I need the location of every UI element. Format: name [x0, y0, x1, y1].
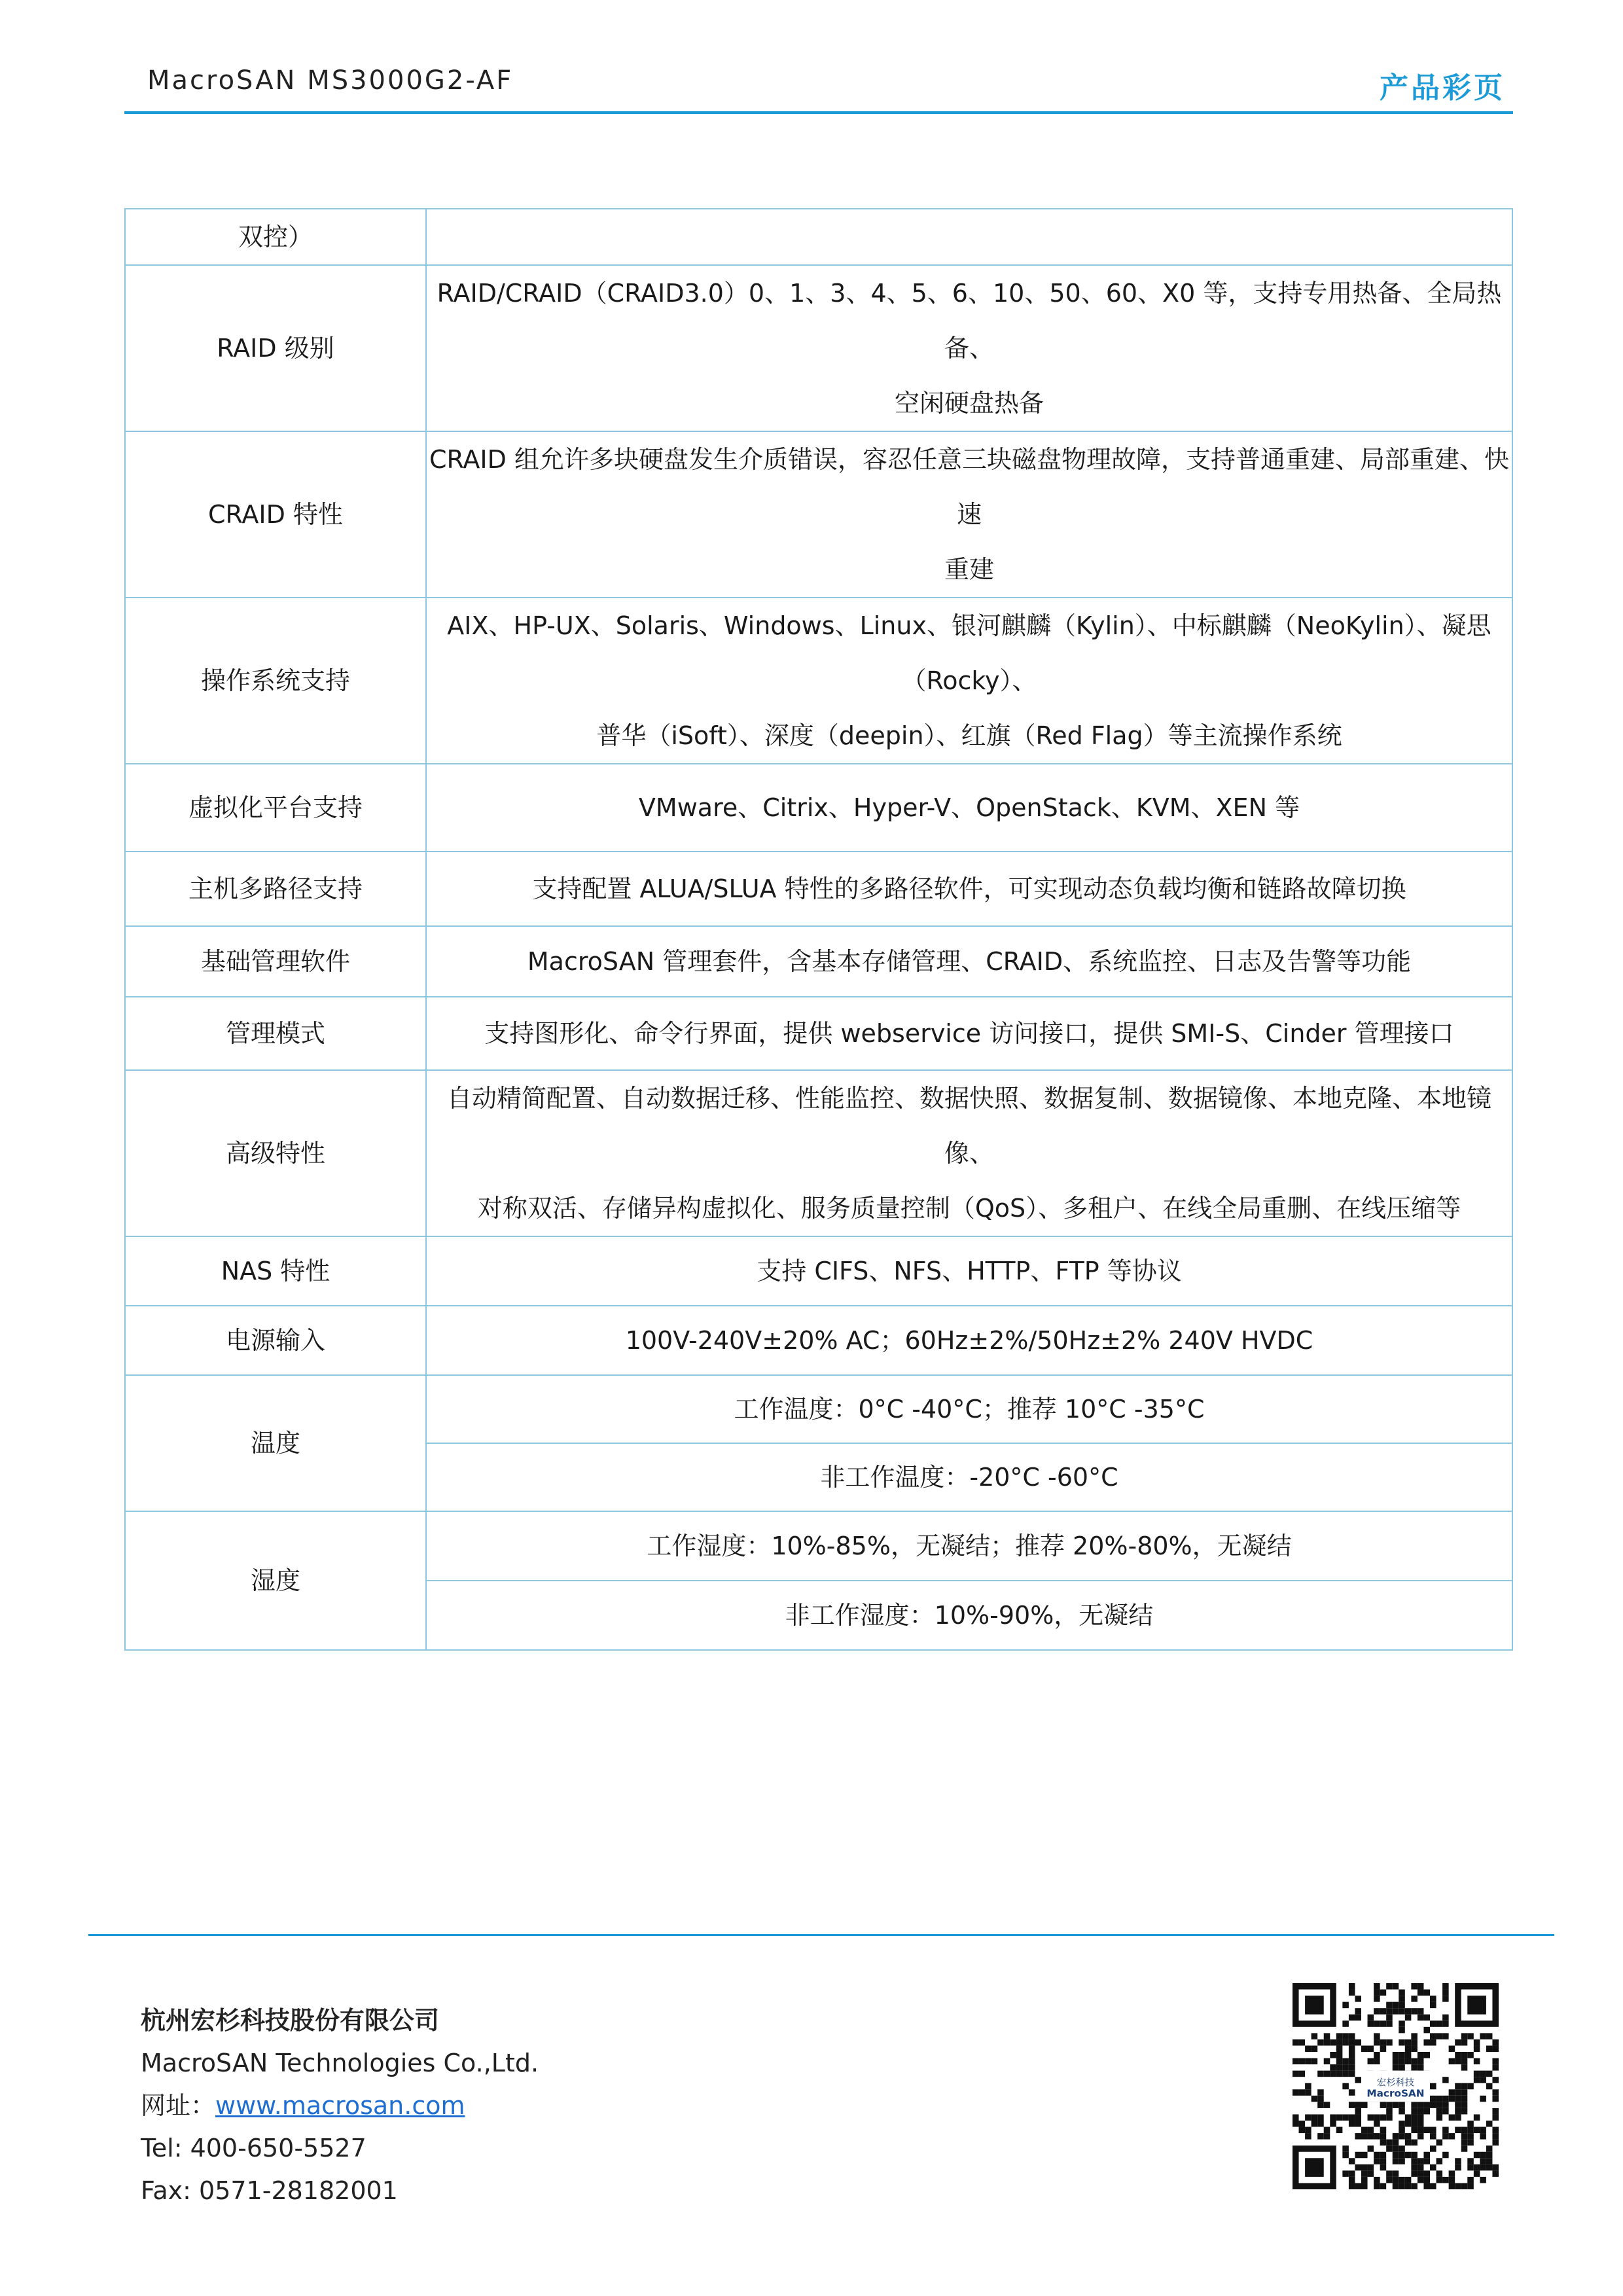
footer-contact — [141, 2000, 539, 2212]
row-value — [426, 265, 1512, 431]
row-value: 非工作温度：-20°C -60°C — [426, 1443, 1512, 1511]
row-label: CRAID 特性 — [125, 431, 426, 598]
value-line: RAID/CRAID（CRAID3.0）0、1、3、4、5、6、10、50、60、X0 等，支持专用热备、全局热备、 — [437, 279, 1502, 363]
row-value: 支持图形化、命令行界面，提供 webservice 访问接口，提供 SMI-S、Cinder 管理接口 — [426, 997, 1512, 1070]
row-label: NAS 特性 — [125, 1236, 426, 1306]
row-value: 非工作湿度：10%-90%，无凝结 — [426, 1581, 1512, 1650]
row-label: 操作系统支持 — [125, 598, 426, 764]
table-row — [125, 926, 1512, 997]
spec-table — [124, 208, 1513, 1651]
row-label: 虚拟化平台支持 — [125, 764, 426, 852]
svg-text:MacroSAN: MacroSAN — [1366, 2087, 1425, 2100]
row-value — [426, 209, 1512, 265]
footer-divider — [88, 1934, 1554, 1936]
row-value — [426, 1070, 1512, 1236]
table-row — [125, 431, 1512, 598]
row-label: 管理模式 — [125, 997, 426, 1070]
row-label: 高级特性 — [125, 1070, 426, 1236]
table-row — [125, 1375, 1512, 1443]
header-divider — [124, 111, 1513, 114]
row-label: 主机多路径支持 — [125, 852, 426, 926]
fax: Fax: 0571-28182001 — [141, 2176, 398, 2205]
tel: Tel: 400-650-5527 — [141, 2134, 366, 2162]
website-link[interactable]: www.macrosan.com — [215, 2091, 465, 2120]
value-line: 自动精简配置、自动数据迁移、性能监控、数据快照、数据复制、数据镜像、本地克隆、本地镜像、 — [446, 1084, 1491, 1168]
value-line: 重建 — [944, 555, 994, 584]
qr-logo: 宏杉科技 — [1376, 2077, 1415, 2089]
table-row — [125, 598, 1512, 764]
table-row — [125, 852, 1512, 926]
value-line: AIX、HP-UX、Solaris、Windows、Linux、银河麒麟（Kylin）、中标麒麟（NeoKylin）、凝思（Rocky）、 — [447, 611, 1491, 695]
row-label: 双控） — [125, 209, 426, 265]
row-value — [426, 598, 1512, 764]
table-row — [125, 1236, 1512, 1306]
value-line: CRAID 组允许多块硬盘发生介质错误，容忍任意三块磁盘物理故障，支持普通重建、局部重建、快速 — [429, 445, 1509, 529]
table-row — [125, 265, 1512, 431]
row-label: 基础管理软件 — [125, 926, 426, 997]
table-row — [125, 209, 1512, 265]
row-label: 温度 — [125, 1375, 426, 1511]
row-value: 100V-240V±20% AC；60Hz±2%/50Hz±2% 240V HVDC — [426, 1306, 1512, 1375]
company-name: 杭州宏杉科技股份有限公司 — [141, 2006, 440, 2035]
row-label: 湿度 — [125, 1511, 426, 1650]
table-row — [125, 764, 1512, 852]
website-label: 网址： — [141, 2091, 216, 2120]
row-value: 支持 CIFS、NFS、HTTP、FTP 等协议 — [426, 1236, 1512, 1306]
value-line: 普华（iSoft）、深度（deepin）、红旗（Red Flag）等主流操作系统 — [596, 721, 1342, 750]
row-label: RAID 级别 — [125, 265, 426, 431]
value-line: 对称双活、存储异构虚拟化、服务质量控制（QoS）、多租户、在线全局重删、在线压缩等 — [477, 1194, 1461, 1223]
row-label: 电源输入 — [125, 1306, 426, 1375]
row-value: 工作温度：0°C -40°C；推荐 10°C -35°C — [426, 1375, 1512, 1443]
row-value: MacroSAN 管理套件，含基本存储管理、CRAID、系统监控、日志及告警等功能 — [426, 926, 1512, 997]
company-name-en: MacroSAN Technologies Co.,Ltd. — [141, 2049, 539, 2077]
website-line — [141, 2085, 539, 2127]
row-value — [426, 431, 1512, 598]
value-line: 空闲硬盘热备 — [894, 389, 1044, 418]
header-title: MacroSAN MS3000G2-AF — [147, 65, 514, 96]
row-value: 工作湿度：10%-85%，无凝结；推荐 20%-80%，无凝结 — [426, 1511, 1512, 1581]
row-value: VMware、Citrix、Hyper-V、OpenStack、KVM、XEN 等 — [426, 764, 1512, 852]
table-row — [125, 1511, 1512, 1581]
row-value: 支持配置 ALUA/SLUA 特性的多路径软件，可实现动态负载均衡和链路故障切换 — [426, 852, 1512, 926]
table-row — [125, 1306, 1512, 1375]
table-row — [125, 1070, 1512, 1236]
header-label: 产品彩页 — [1380, 71, 1505, 105]
table-row — [125, 997, 1512, 1070]
qr-code — [1293, 1983, 1499, 2189]
